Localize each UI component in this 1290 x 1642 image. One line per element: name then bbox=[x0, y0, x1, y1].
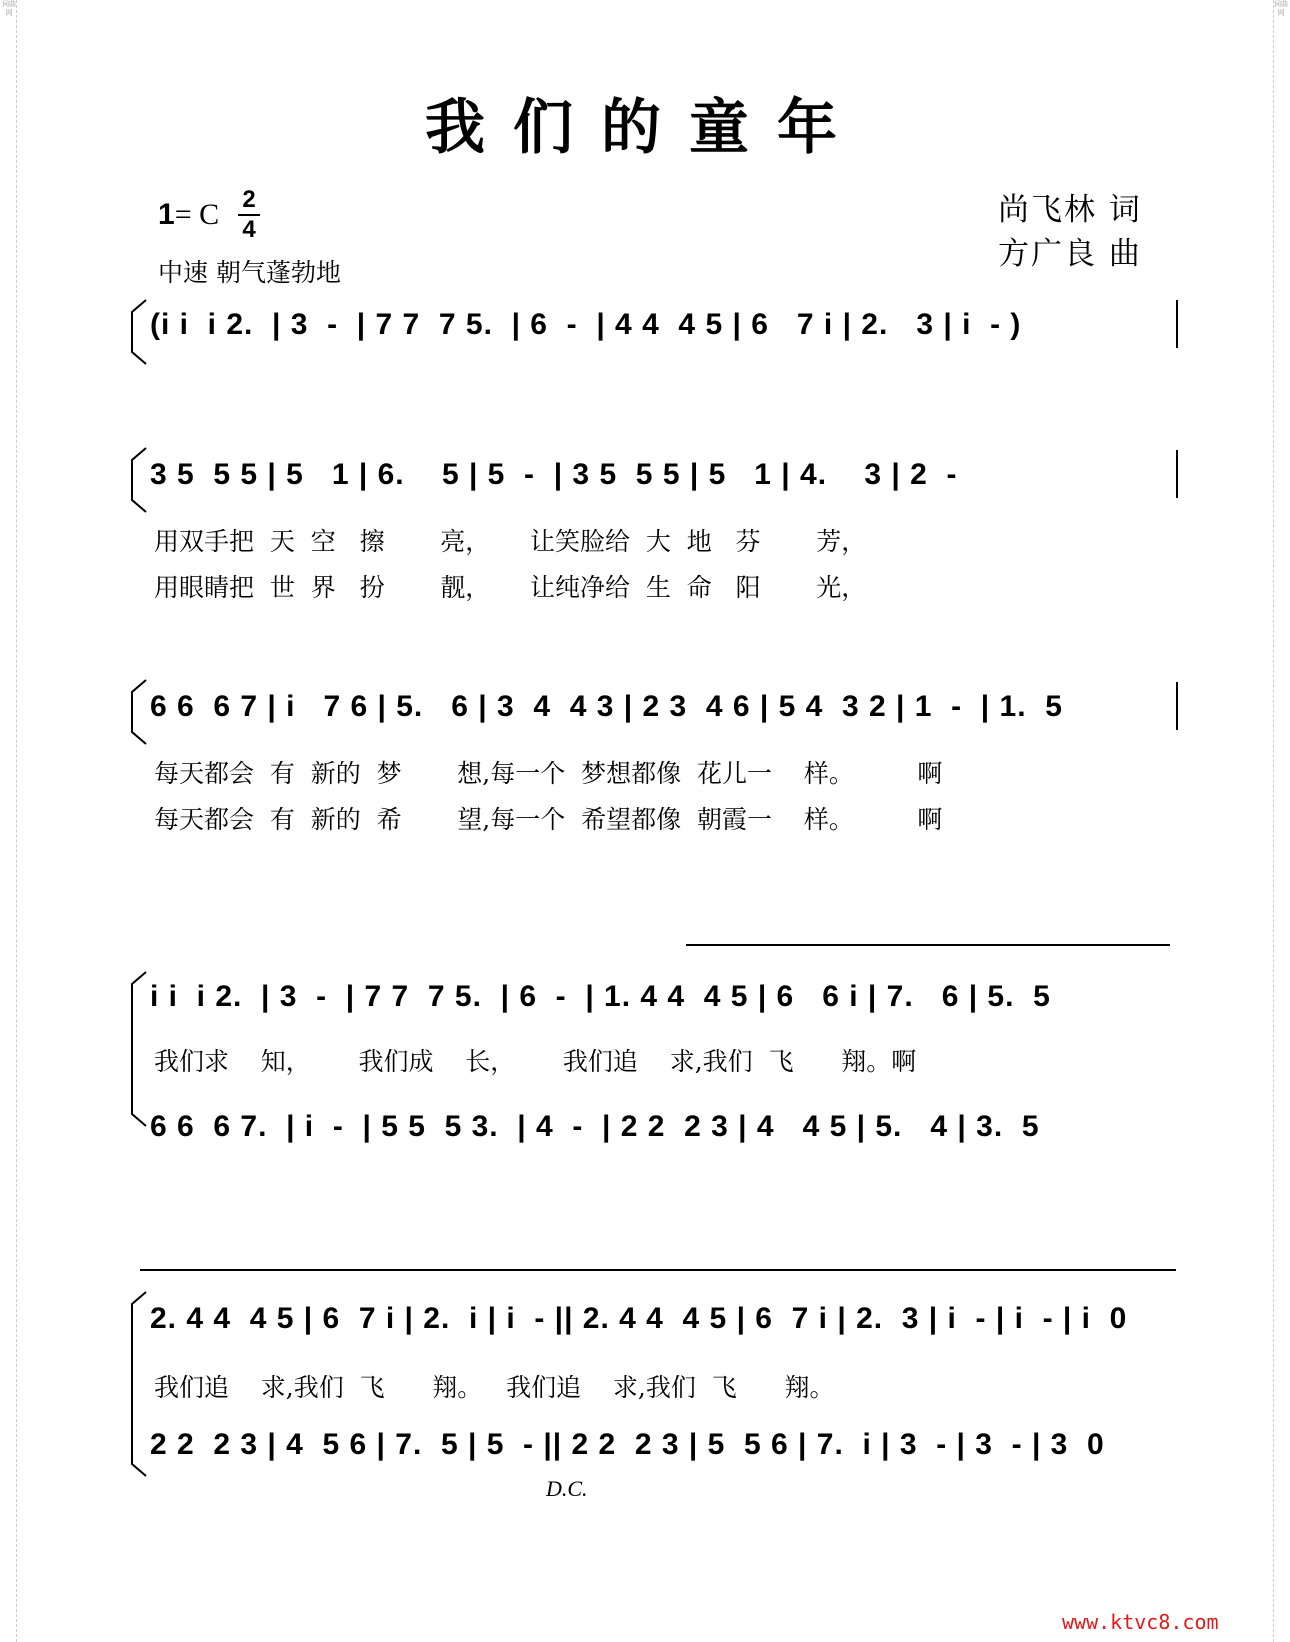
site-watermark: www.ktvc8.com bbox=[1062, 1610, 1219, 1634]
system-bracket-4 bbox=[132, 972, 146, 1126]
notation-row-chorus-upper: i i i 2. | 3 - | 7 7 7 5. | 6 - | 1. 4 4 4 5 | 6 6 i | 7. 6 | 5. 5 bbox=[150, 980, 1051, 1013]
notation-row-verse-1: 3 5 5 5 | 5 1 | 6. 5 | 5 - | 3 5 5 5 | 5 1 | 4. 3 | 2 - bbox=[150, 458, 958, 491]
lyric-line-1: 用双手把 天 空 擦 亮， 让笑脸给 大 地 芬 芳， bbox=[154, 527, 867, 556]
meter-bottom: 4 bbox=[238, 214, 260, 244]
tempo-marking: 中速 朝气蓬勃地 bbox=[158, 258, 341, 287]
key-one: 1 bbox=[158, 198, 175, 231]
system-bracket-1 bbox=[132, 300, 146, 364]
system-bracket-3 bbox=[132, 680, 146, 744]
notation-row-chorus-lower: 6 6 6 7. | i - | 5 5 5 3. | 4 - | 2 2 2 3 | 4 4 5 | 5. 4 | 3. 5 bbox=[150, 1110, 1040, 1143]
left-watermark-strip: 词曲网 bbox=[2, 0, 17, 1642]
notation-row-ending-lower: 2 2 2 3 | 4 5 6 | 7. 5 | 5 - || 2 2 2 3 | 5 5 6 | 7. i | 3 - | 3 - | 3 0 bbox=[150, 1428, 1105, 1461]
system-bracket-5 bbox=[132, 1292, 146, 1476]
notation-row-ending-upper: 2. 4 4 4 5 | 6 7 i | 2. i | i - || 2. 4 4 4 5 | 6 7 i | 2. 3 | i - | i - | i 0 bbox=[150, 1302, 1128, 1335]
system-bracket-2 bbox=[132, 448, 146, 512]
notation-row-intro: (i i i 2. | 3 - | 7 7 7 5. | 6 - | 4 4 4 5 | 6 7 i | 2. 3 | i - ) bbox=[150, 308, 1022, 341]
meter-top: 2 bbox=[242, 186, 256, 213]
lyric-line-5: 我们求 知， 我们成 长， 我们追 求,我们 飞 翔。啊 bbox=[154, 1047, 917, 1076]
lyric-line-6: 我们追 求,我们 飞 翔。 我们追 求,我们 飞 翔。 bbox=[154, 1373, 835, 1402]
lyricist-credit: 尚飞林 词 bbox=[998, 192, 1142, 228]
right-watermark-strip: 词曲网 bbox=[1273, 0, 1288, 1642]
lyric-line-4: 每天都会 有 新的 希 望,每一个 希望都像 朝霞一 样。 啊 bbox=[154, 805, 943, 834]
composer-credit: 方广良 曲 bbox=[998, 236, 1142, 272]
song-title: 我们的童年 bbox=[425, 93, 865, 163]
key-rest: = C bbox=[174, 198, 220, 231]
notation-row-verse-2: 6 6 6 7 | i 7 6 | 5. 6 | 3 4 4 3 | 2 3 4 6 | 5 4 3 2 | 1 - | 1. 5 bbox=[150, 690, 1063, 723]
lyric-line-2: 用眼睛把 世 界 扮 靓， 让纯净给 生 命 阳 光， bbox=[154, 573, 867, 602]
da-capo-mark: D.C. bbox=[546, 1476, 588, 1501]
lyric-line-3: 每天都会 有 新的 梦 想,每一个 梦想都像 花儿一 样。 啊 bbox=[154, 759, 943, 788]
